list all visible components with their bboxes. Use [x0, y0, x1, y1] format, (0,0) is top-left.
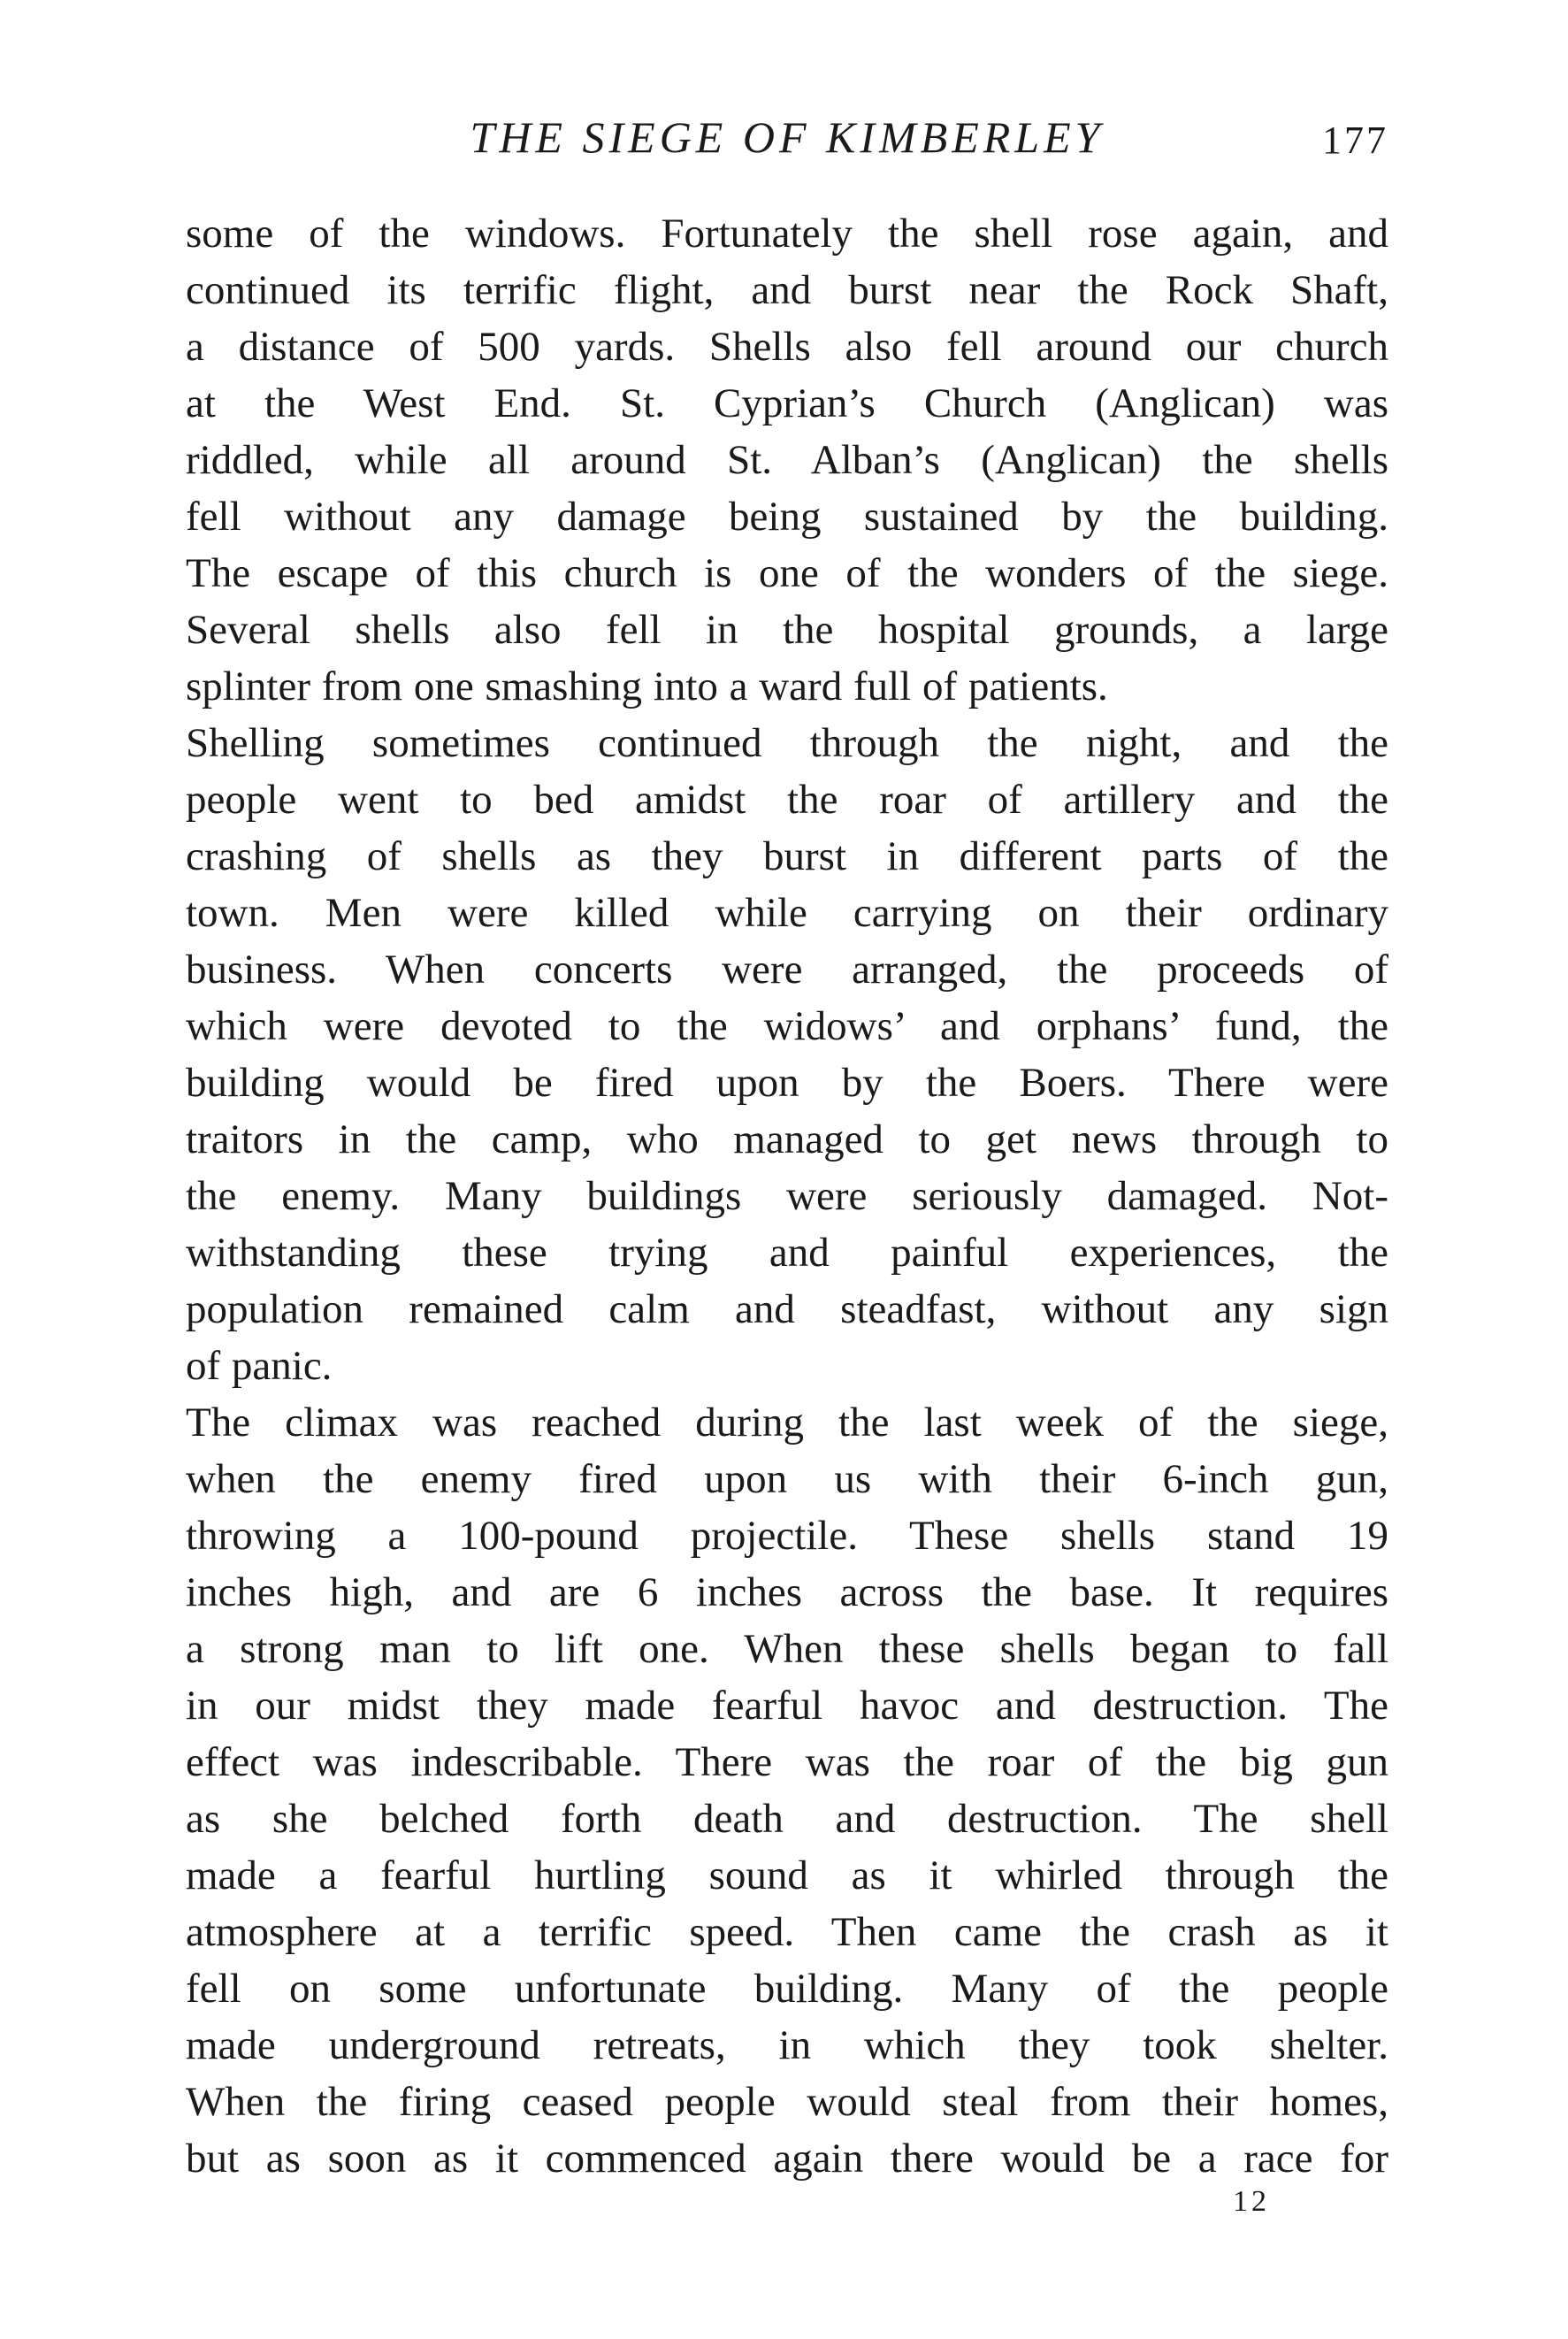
text-line: Shelling sometimes continued through the night, and the	[186, 720, 1388, 766]
text-line: town. Men were killed while carrying on their ordinary	[186, 890, 1388, 936]
text-line: throwing a 100-pound projectile. These shells stand 19	[186, 1513, 1388, 1559]
text-line: at the West End. St. Cyprian’s Church (Anglican) was	[186, 380, 1388, 426]
text-line: Several shells also fell in the hospital grounds, a large	[186, 607, 1388, 653]
page-number: 177	[1322, 119, 1388, 162]
text-line: made underground retreats, in which they took shelter.	[186, 2022, 1388, 2068]
text-line: population remained calm and steadfast, without any sign	[186, 1286, 1388, 1332]
text-line: people went to bed amidst the roar of artillery and the	[186, 777, 1388, 823]
text-line: when the enemy fired upon us with their 6-inch gun,	[186, 1456, 1388, 1502]
running-title: THE SIEGE OF KIMBERLEY	[470, 112, 1105, 162]
text-line: fell on some unfortunate building. Many of the people	[186, 1966, 1388, 2012]
text-line: a distance of 500 yards. Shells also fell around our church	[186, 324, 1388, 370]
text-line: traitors in the camp, who managed to get news through to	[186, 1116, 1388, 1162]
text-line: When the firing ceased people would steal from their homes,	[186, 2079, 1388, 2125]
text-line: a strong man to lift one. When these shells began to fall	[186, 1626, 1388, 1672]
text-line: business. When concerts were arranged, the proceeds of	[186, 947, 1388, 993]
text-line: some of the windows. Fortunately the shell rose again, and	[186, 211, 1388, 257]
text-line: effect was indescribable. There was the roar of the big gun	[186, 1739, 1388, 1785]
text-line: crashing of shells as they burst in different parts of the	[186, 833, 1388, 879]
text-line: but as soon as it commenced again there would be a race for	[186, 2136, 1388, 2182]
text-line: continued its terrific flight, and burst near the Rock Shaft,	[186, 267, 1388, 313]
signature-mark: 12	[1233, 2185, 1270, 2218]
text-line: The climax was reached during the last week of the siege,	[186, 1400, 1388, 1446]
text-line: splinter from one smashing into a ward full of patients.	[186, 663, 1108, 709]
text-line: atmosphere at a terrific speed. Then came the crash as it	[186, 1909, 1388, 1955]
body-text	[186, 205, 1388, 2187]
text-line: of panic.	[186, 1343, 333, 1389]
text-line: fell without any damage being sustained by the building.	[186, 494, 1388, 540]
text-line: the enemy. Many buildings were seriously damaged. Not-	[186, 1173, 1388, 1219]
text-line: which were devoted to the widows’ and orphans’ fund, the	[186, 1003, 1388, 1049]
text-line: withstanding these trying and painful experiences, the	[186, 1230, 1388, 1276]
text-line: made a fearful hurtling sound as it whirled through the	[186, 1852, 1388, 1898]
text-line: The escape of this church is one of the wonders of the siege.	[186, 550, 1388, 596]
text-line: in our midst they made fearful havoc and destruction. The	[186, 1683, 1388, 1729]
text-line: as she belched forth death and destruction. The shell	[186, 1796, 1388, 1842]
text-line: inches high, and are 6 inches across the base. It requires	[186, 1569, 1388, 1615]
running-head	[186, 111, 1388, 164]
text-line: building would be fired upon by the Boers. There were	[186, 1060, 1388, 1106]
text-line: riddled, while all around St. Alban’s (Anglican) the shells	[186, 437, 1388, 483]
